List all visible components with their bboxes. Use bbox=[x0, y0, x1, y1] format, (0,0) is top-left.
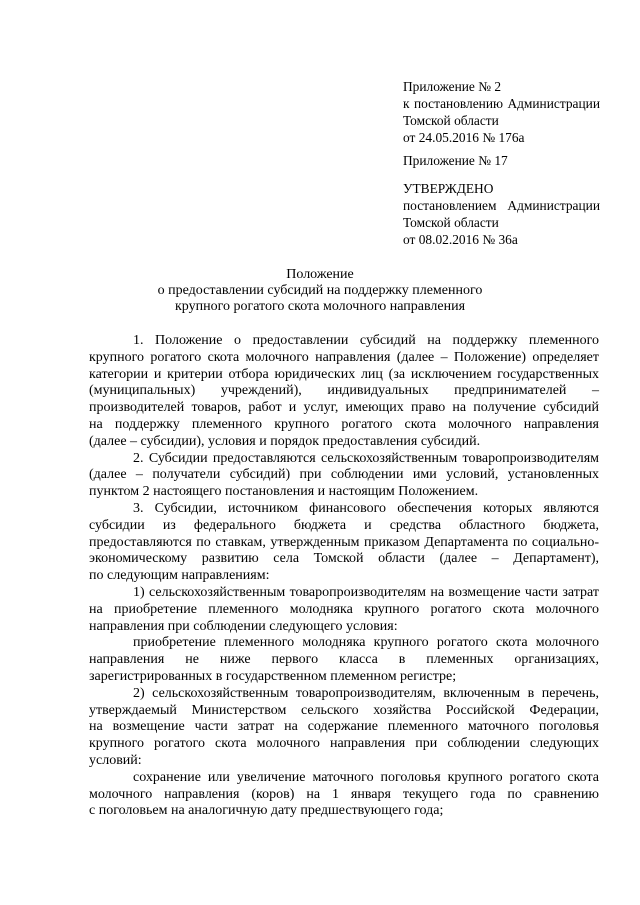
paragraph bbox=[89, 585, 599, 635]
appendix-date: от 24.05.2016 № 176а bbox=[403, 130, 525, 145]
paragraph-line: предоставляются по ставкам, утвержденным приказом Департамента по социально- bbox=[89, 534, 599, 550]
appendix-resolution: к постановлению Администрации bbox=[403, 96, 600, 111]
paragraph-line: производителей товаров, работ и услуг, имеющих право на получение субсидий bbox=[89, 400, 599, 416]
paragraph-line: приобретение племенного молодняка крупного рогатого скота молочного bbox=[133, 635, 599, 651]
title-line: крупного рогатого скота молочного направления bbox=[174, 299, 466, 314]
paragraph-line: (далее – субсидии), условия и порядок предоставления субсидий. bbox=[89, 433, 481, 449]
paragraph-line: 1. Положение о предоставлении субсидий на поддержку племенного bbox=[133, 333, 599, 348]
paragraph-line: на приобретение племенного молодняка крупного рогатого скота молочного bbox=[89, 601, 599, 617]
paragraph-line: 2) сельскохозяйственным товаропроизводителям, включенным в перечень, bbox=[133, 685, 599, 701]
paragraph bbox=[89, 451, 599, 501]
paragraph-line: на возмещение части затрат на содержание племенного маточного поголовья bbox=[89, 719, 599, 735]
paragraph-line: экономическому развитию села Томской области (далее – Департамент), bbox=[89, 551, 599, 567]
paragraph-line: утверждаемый Министерством сельского хозяйства Российской Федерации, bbox=[89, 702, 599, 718]
paragraph-line: направления не ниже первого класса в племенных организациях, bbox=[89, 652, 599, 668]
title-line: о предоставлении субсидий на поддержку племенного bbox=[157, 283, 483, 298]
approved-by: постановлением Администрации bbox=[403, 198, 600, 213]
appendix-17-header: Приложение № 17 bbox=[403, 153, 508, 168]
paragraph-line: (далее – получатели субсидий) при соблюдении ими условий, установленных bbox=[89, 467, 599, 483]
paragraph-line: зарегистрированных в государственном племенном регистре; bbox=[89, 668, 457, 684]
paragraph-line: крупного рогатого скота молочного направления (далее – Положение) определяет bbox=[89, 349, 599, 365]
paragraph-line: субсидии из федерального бюджета и средства областного бюджета, bbox=[89, 517, 599, 533]
paragraph-line: 1) сельскохозяйственным товаропроизводителям на возмещение части затрат bbox=[133, 584, 599, 600]
paragraph-line: категории и критерии отбора юридических лиц (за исключением государственных bbox=[89, 366, 599, 382]
appendix-region: Томской области bbox=[403, 113, 499, 128]
paragraph-line: пунктом 2 настоящего постановления и настоящим Положением. bbox=[89, 484, 479, 500]
paragraph-line: с поголовьем на аналогичную дату предшествующего года; bbox=[89, 803, 444, 819]
paragraph-line: крупного рогатого скота молочного направления при соблюдении следующих bbox=[89, 736, 599, 752]
paragraph bbox=[89, 333, 599, 451]
paragraph bbox=[89, 770, 599, 820]
paragraph-line: 2. Субсидии предоставляются сельскохозяйственным товаропроизводителям bbox=[133, 450, 599, 466]
paragraph bbox=[89, 686, 599, 770]
approved-region: Томской области bbox=[403, 215, 499, 230]
approval-stamp bbox=[403, 180, 600, 248]
approved-label: УТВЕРЖДЕНО bbox=[403, 181, 494, 196]
paragraph-line: на поддержку племенного крупного рогатого скота молочного направления bbox=[89, 416, 599, 432]
paragraph-line: по следующим направлениям: bbox=[89, 568, 270, 584]
approved-date: от 08.02.2016 № 36а bbox=[403, 232, 518, 247]
document-body bbox=[89, 333, 599, 820]
paragraph-line: молочного направления (коров) на 1 января текущего года по сравнению bbox=[89, 786, 599, 802]
paragraph-line: 3. Субсидии, источником финансового обеспечения которых являются bbox=[133, 500, 599, 516]
document-title bbox=[0, 267, 640, 315]
paragraph-line: условий: bbox=[89, 752, 142, 768]
paragraph-line: (муниципальных) учреждений), индивидуальных предпринимателей – bbox=[89, 383, 599, 399]
paragraph-line: направления при соблюдении следующего условия: bbox=[89, 618, 398, 634]
appendix-number: Приложение № 2 bbox=[403, 79, 502, 94]
appendix-2-header bbox=[403, 78, 600, 146]
title-line: Положение bbox=[286, 267, 354, 282]
paragraph bbox=[89, 635, 599, 685]
paragraph-line: сохранение или увеличение маточного поголовья крупного рогатого скота bbox=[133, 769, 599, 785]
paragraph bbox=[89, 501, 599, 585]
